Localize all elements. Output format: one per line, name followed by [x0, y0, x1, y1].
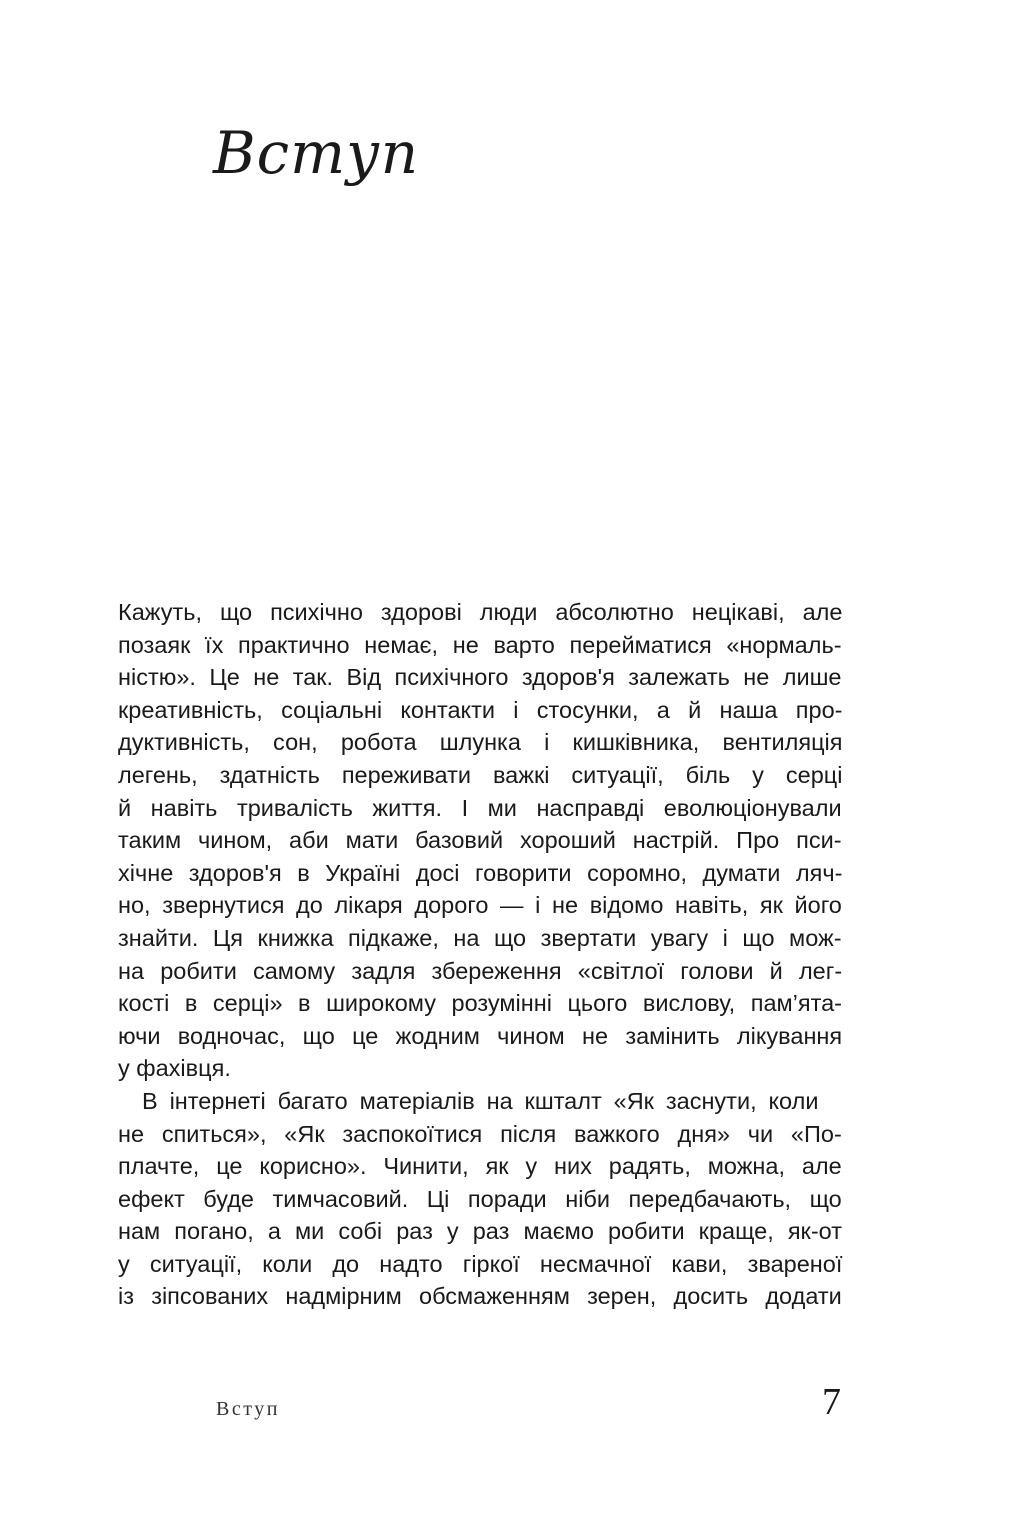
text-line: знайти. Ця книжка підкаже, на що звертати увагу і що мож-: [118, 924, 842, 951]
body-text: [118, 596, 842, 1313]
text-line: із зіпсованих надмірним обсмаженням зерен, досить додати: [118, 1283, 842, 1310]
text-line: легень, здатність переживати важкі ситуації, біль у серці: [118, 761, 843, 788]
text-line: позаяк їх практично немає, не варто перейматися «нормаль-: [118, 631, 842, 658]
text-line: таким чином, аби мати базовий хороший настрій. Про пси-: [118, 827, 842, 854]
text-line: ністю». Це не так. Від психічного здоров'я залежать не лише: [118, 664, 842, 691]
text-line: Кажуть, що психічно здорові люди абсолютно нецікаві, але: [118, 599, 843, 625]
text-line: но, звернутися до лікаря дорого — і не відомо навіть, як його: [118, 892, 842, 919]
text-line: хічне здоров'я в Україні досі говорити соромно, думати ляч-: [118, 859, 843, 886]
paragraph-1: [118, 596, 842, 1085]
text-line: на робити самому задля збереження «світлої голови й лег-: [118, 957, 843, 984]
text-line: ефект буде тимчасовий. Ці поради ніби передбачають, що: [118, 1185, 842, 1212]
text-line: ючи водночас, що це жодним чином не замінить лікування: [118, 1022, 843, 1049]
text-line: нам погано, а ми собі раз у раз маємо робити краще, як-от: [118, 1218, 842, 1245]
text-line: кості в серці» в широкому розумінні цього вислову, пам’ята-: [118, 990, 843, 1017]
chapter-title: Вступ: [213, 119, 420, 187]
text-line: В інтернеті багато матеріалів на кшталт «Як заснути, коли: [142, 1087, 819, 1114]
text-line: дуктивність, сон, робота шлунка і кишківника, вентиляція: [118, 729, 843, 756]
running-head: Вступ: [216, 1398, 280, 1420]
text-line: не спиться», «Як заспокоїтися після важкого дня» чи «По-: [118, 1120, 842, 1147]
text-line: плачте, це корисно». Чинити, як у них радять, можна, але: [118, 1153, 842, 1180]
paragraph-2: [118, 1085, 842, 1313]
text-line: креативність, соціальні контакти і стосунки, а й наша про-: [118, 696, 843, 723]
text-line: у ситуації, коли до надто гіркої несмачної кави, звареної: [118, 1250, 843, 1277]
text-line: й навіть тривалість життя. І ми насправді еволюціонували: [118, 794, 842, 821]
text-line: у фахівця.: [118, 1055, 231, 1082]
page-number: 7: [822, 1381, 841, 1423]
